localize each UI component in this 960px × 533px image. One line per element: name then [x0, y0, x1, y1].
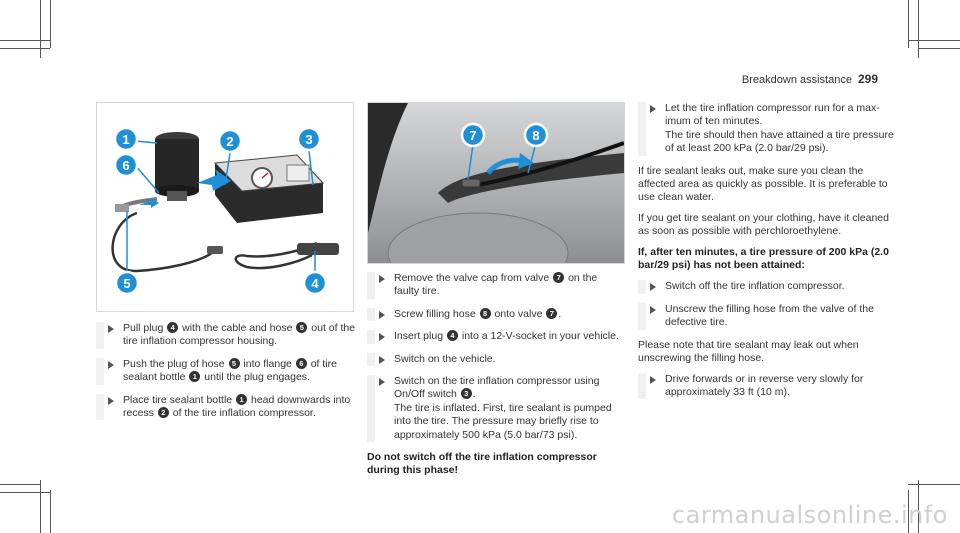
bullet-arrow-icon: [650, 283, 656, 291]
svg-text:5: 5: [123, 276, 131, 291]
bullet-arrow-icon: [650, 306, 656, 314]
column-3: [638, 102, 900, 408]
bullet-arrow-icon: [379, 275, 385, 283]
warning-text: Do not switch off the tire inflation compressor during this phase!: [367, 451, 597, 477]
bullet-arrow-icon: [650, 105, 656, 113]
crop-mark: [50, 0, 51, 48]
svg-text:3: 3: [305, 132, 313, 147]
callout-ref: 5: [229, 358, 240, 369]
instruction-step: Let the tire inflation compressor run for a maximum of ten minutes. The tire should then have attained a tire pressure of at least 200 kPa (2.0 bar/29 psi).: [638, 102, 900, 156]
callout-ref: 1: [236, 394, 247, 405]
callout-badge: [115, 128, 137, 150]
instruction-step: Remove the valve cap from valve 7 on the faulty tire.: [367, 272, 623, 299]
running-header: [742, 72, 878, 86]
column-2: [367, 272, 623, 486]
callout-badge: [115, 154, 137, 176]
crop-mark: [50, 490, 51, 533]
bullet-arrow-icon: [379, 333, 385, 341]
callout-ref: 7: [546, 308, 557, 319]
callout-ref: 2: [158, 407, 169, 418]
callout-badge: [298, 128, 320, 150]
paragraph: If you get tire sealant on your clothing, have it cleaned as soon as possible with perchloroethylene.: [638, 211, 889, 238]
crop-mark: [0, 492, 50, 493]
crop-mark: [918, 48, 960, 49]
callout-badge: [304, 272, 326, 294]
callout-ref: 6: [296, 358, 307, 369]
bullet-arrow-icon: [108, 361, 114, 369]
crop-mark: [908, 484, 960, 485]
crop-mark: [40, 0, 41, 58]
figure-compressor: [96, 102, 354, 312]
bullet-arrow-icon: [379, 311, 385, 319]
callout-ref: 1: [189, 371, 200, 382]
svg-text:4: 4: [311, 276, 319, 291]
callout-ref: 8: [480, 308, 491, 319]
crop-mark: [40, 480, 41, 533]
crop-mark: [0, 40, 50, 41]
bullet-arrow-icon: [379, 378, 385, 386]
bullet-arrow-icon: [650, 376, 656, 384]
instruction-step: Place tire sealant bottle 1 head downwards into recess 2 of the tire inflation compressor.: [96, 394, 356, 421]
valve-illustration: [368, 103, 624, 263]
paragraph: If tire sealant leaks out, make sure you clean the affected area as quickly as possible. It is preferable to use clean water.: [638, 164, 888, 204]
section-title: Breakdown assistance: [741, 74, 852, 86]
bullet-arrow-icon: [379, 356, 385, 364]
paragraph: Please note that tire sealant may leak out when unscrewing the filling hose.: [638, 338, 859, 365]
crop-mark: [918, 0, 919, 58]
instruction-step: Switch on the vehicle.: [367, 353, 623, 366]
svg-text:7: 7: [469, 128, 477, 143]
bullet-arrow-icon: [108, 397, 114, 405]
instruction-step: Unscrew the filling hose from the valve of the defective tire.: [638, 303, 900, 330]
instruction-step: Switch on the tire inflation compressor using On/Off switch 3 . The tire is inflated. First, tire sealant is pumped into the tire. The pressure may briefly rise to approximately 500 kPa (5.0 bar/73 psi).: [367, 375, 623, 442]
instruction-step: Switch off the tire inflation compressor.: [638, 280, 900, 293]
instruction-step: Drive forwards or in reverse very slowly for approximately 33 ft (10 m).: [638, 373, 900, 400]
subheading: If, after ten minutes, a tire pressure of 200 kPa (2.0 bar/29 psi) has not been attained:: [638, 245, 889, 272]
callout-badge: [116, 272, 138, 294]
svg-text:6: 6: [122, 158, 130, 173]
watermark: carmanualsonline.info: [671, 501, 948, 529]
callout-ref: 3: [461, 388, 472, 399]
crop-mark: [0, 484, 40, 485]
compressor-illustration: [97, 103, 353, 311]
column-1: [96, 322, 356, 429]
callout-ref: 7: [553, 272, 564, 283]
instruction-step: Screw filling hose 8 onto valve 7 .: [367, 308, 623, 321]
svg-text:8: 8: [532, 128, 540, 143]
callout-ref: 4: [447, 330, 458, 341]
callout-ref: 5: [296, 322, 307, 333]
callout-badge: [525, 124, 547, 146]
svg-text:2: 2: [226, 134, 234, 149]
instruction-step: Pull plug 4 with the cable and hose 5 out of the tire inflation compressor housing.: [96, 322, 356, 349]
instruction-step: Push the plug of hose 5 into flange 6 of tire sealant bottle 1 until the plug engages.: [96, 358, 356, 385]
figure-valve: [367, 102, 625, 264]
callout-badge: [219, 130, 241, 152]
page-number: 299: [857, 72, 878, 86]
callout-ref: 4: [167, 322, 178, 333]
svg-text:1: 1: [122, 132, 130, 147]
callout-badge: [462, 124, 484, 146]
instruction-step: Insert plug 4 into a 12-V-socket in your vehicle.: [367, 330, 623, 343]
bullet-arrow-icon: [108, 325, 114, 333]
crop-mark: [908, 40, 960, 41]
crop-mark: [0, 48, 50, 49]
